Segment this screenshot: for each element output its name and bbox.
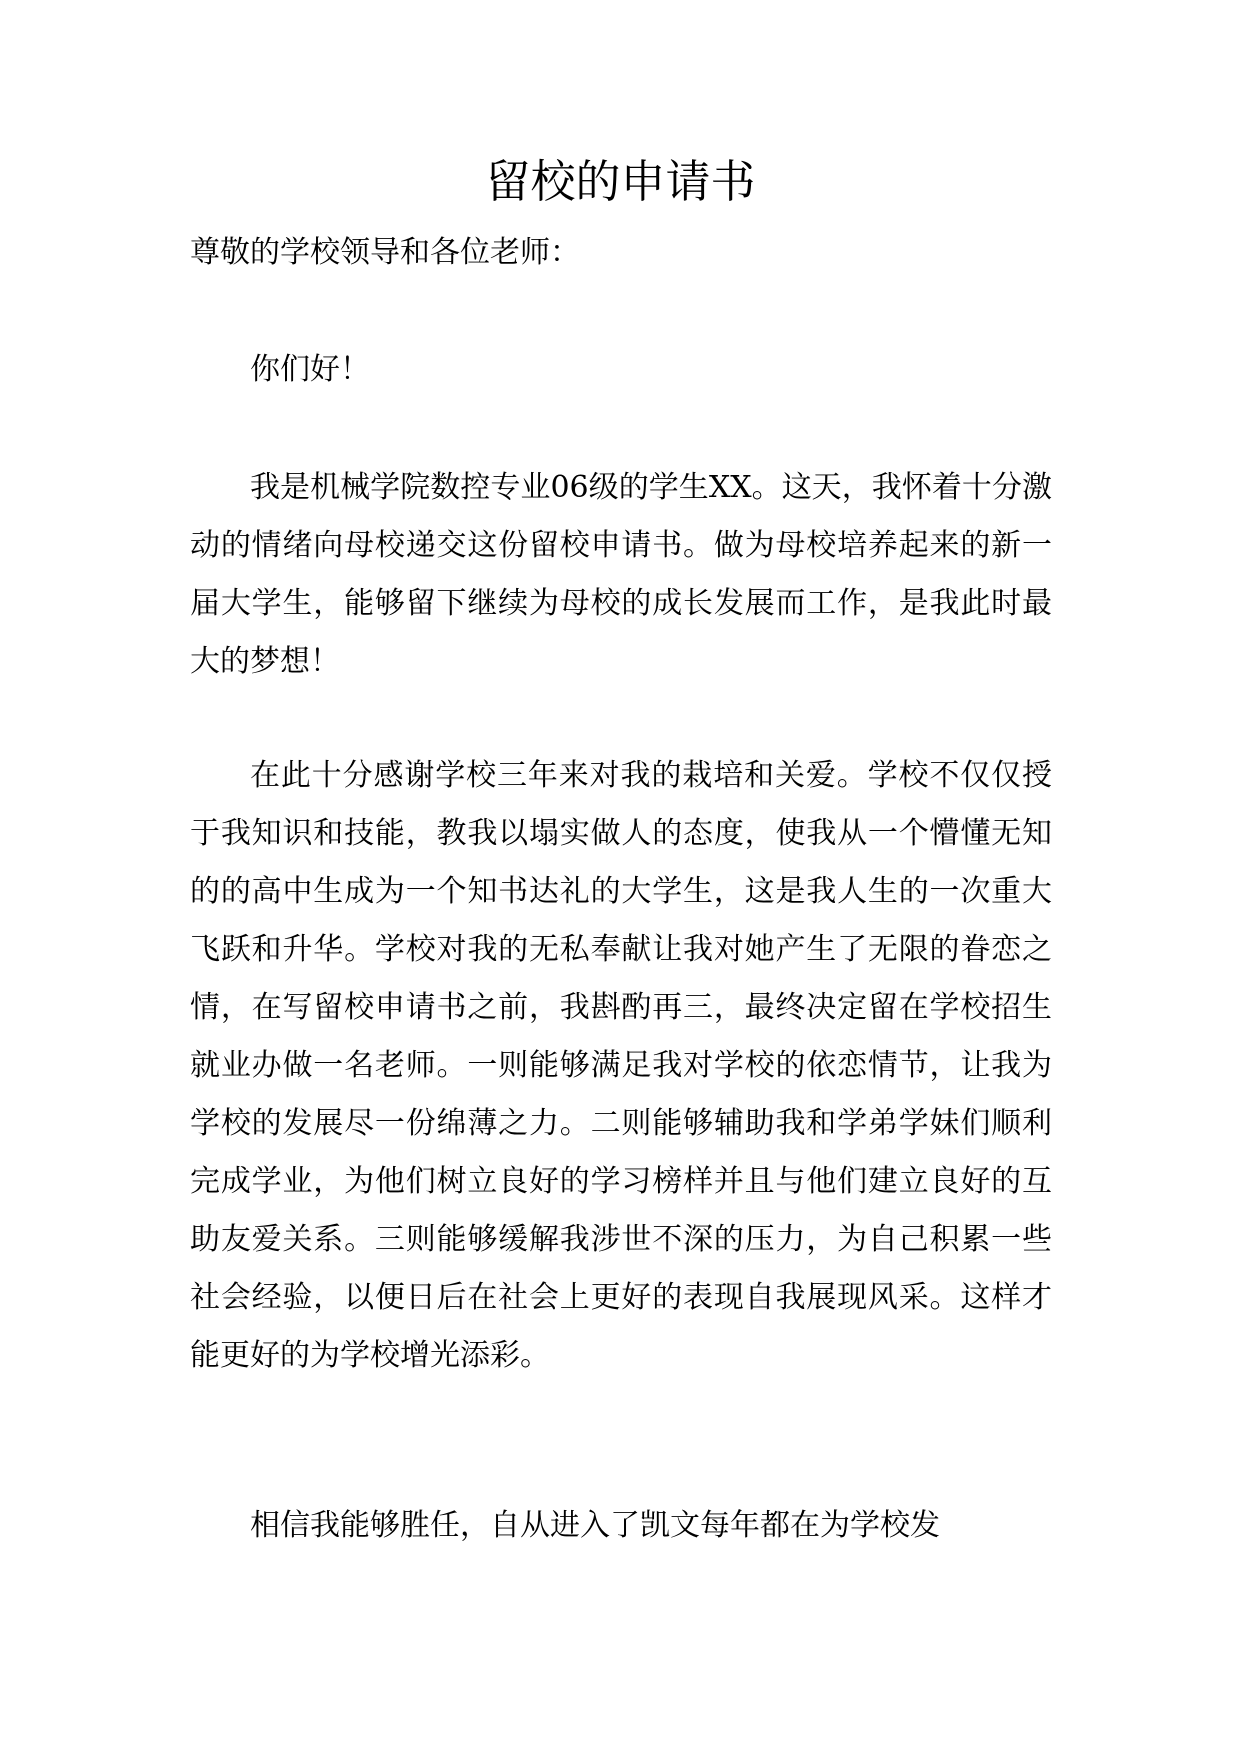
paragraph-text: 相信我能够胜任，自从进入了凯文每年都在为学校发: [250, 1508, 940, 1543]
paragraph-text: 我是机械学院数控专业06级的学生XX。这天，我怀着十分激动的情绪向母校递交这份留校申请书。做为母校培养起来的新一届大学生，能够留下继续为母校的成长发展而工作，是我此时最大的梦想！: [190, 470, 1052, 679]
paragraph-1: [190, 459, 1052, 691]
paragraph-text: 在此十分感谢学校三年来对我的栽培和关爱。学校不仅仅授于我知识和技能，教我以塌实做人的态度，使我从一个懵懂无知的的高中生成为一个知书达礼的大学生，这是我人生的一次重大飞跃和升华。学校对我的无私奉献让我对她产生了无限的眷恋之情，在写留校申请书之前，我斟酌再三，最终决定留在学校招生就业办做一名老师。一则能够满足我对学校的依恋情节，让我为学校的发展尽一份绵薄之力。二则能够辅助我和学弟学妹们顺利完成学业，为他们树立良好的学习榜样并且与他们建立良好的互助友爱关系。三则能够缓解我涉世不深的压力，为自己积累一些社会经验，以便日后在社会上更好的表现自我展现风采。这样才能更好的为学校增光添彩。: [190, 758, 1052, 1373]
salutation: 尊敬的学校领导和各位老师：: [190, 235, 580, 270]
paragraph-3: [190, 1497, 1052, 1555]
greeting-text: 你们好！: [250, 352, 370, 387]
greeting-paragraph: [190, 341, 1052, 399]
paragraph-2: [190, 747, 1052, 1385]
document-title: 留校的申请书: [485, 155, 756, 208]
